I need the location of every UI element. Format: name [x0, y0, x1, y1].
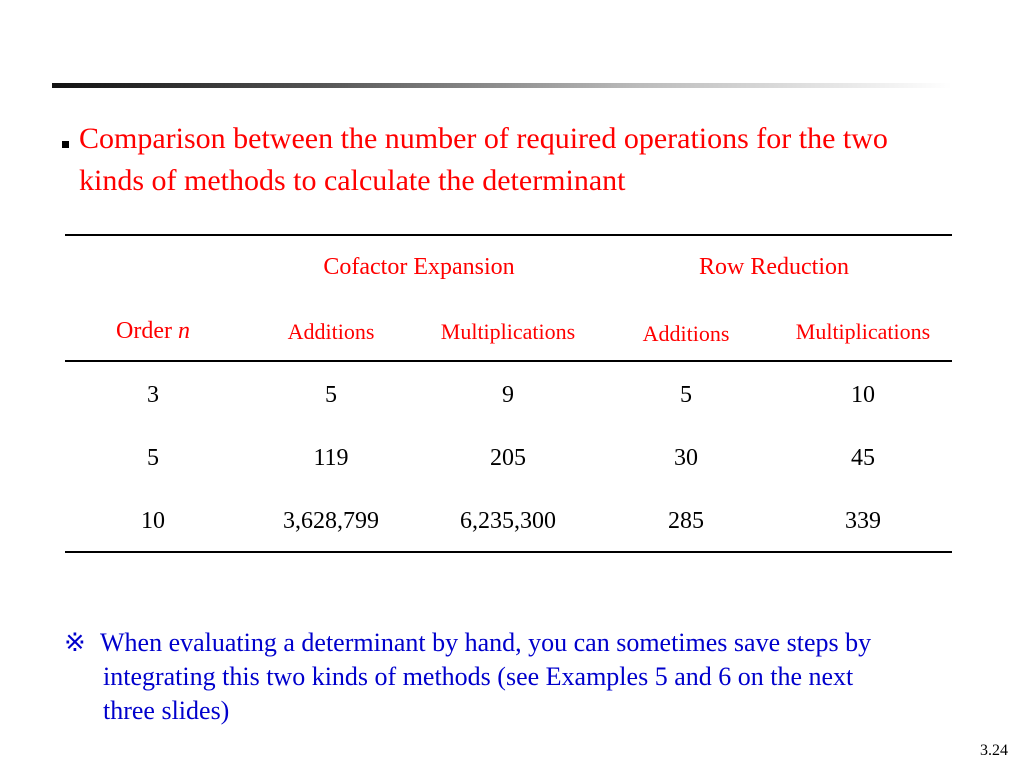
order-label: Order	[116, 318, 172, 344]
group-header-cofactor-expansion: Cofactor Expansion	[323, 254, 515, 280]
bullet-text: Comparison between the number of required operations for the two kinds of methods to calculate the determinant	[79, 122, 888, 197]
title-divider	[52, 83, 952, 88]
group-header-row-reduction: Row Reduction	[699, 254, 849, 280]
cell-cofactor-multiplications: 9	[502, 382, 514, 408]
note-line-1	[64, 626, 964, 660]
subheader-row-multiplications: Multiplications	[795, 319, 931, 344]
note-text-1: When evaluating a determinant by hand, you can sometimes save steps by	[100, 628, 872, 657]
cell-order: 5	[147, 445, 159, 471]
page-number: 3.24	[980, 742, 1008, 759]
cell-row-multiplications: 339	[845, 508, 881, 534]
cell-cofactor-additions: 3,628,799	[283, 508, 379, 534]
cell-cofactor-multiplications: 205	[490, 445, 526, 471]
square-bullet-icon	[62, 141, 69, 148]
cell-cofactor-multiplications: 6,235,300	[460, 508, 556, 534]
table-header-rule	[65, 360, 952, 362]
operations-comparison-table	[65, 234, 952, 554]
cell-row-additions: 5	[680, 382, 692, 408]
note-paragraph	[64, 626, 964, 728]
subheader-cofactor-additions: Additions	[287, 319, 375, 344]
order-column-header	[116, 318, 190, 345]
cell-row-additions: 285	[668, 508, 704, 534]
cell-row-additions: 30	[674, 445, 698, 471]
note-line-2: integrating this two kinds of methods (see Examples 5 and 6 on the next	[103, 662, 854, 691]
reference-mark-icon: ※	[64, 628, 86, 657]
cell-order: 10	[141, 508, 165, 534]
cell-row-multiplications: 10	[851, 382, 875, 408]
note-line-3: three slides)	[103, 696, 230, 725]
cell-order: 3	[147, 382, 159, 408]
subheader-row-additions: Additions	[642, 321, 730, 346]
table-bottom-rule	[65, 551, 952, 553]
order-variable: n	[177, 318, 190, 344]
cell-cofactor-additions: 5	[325, 382, 337, 408]
table-top-rule	[65, 234, 952, 236]
subheader-cofactor-multiplications: Multiplications	[440, 319, 576, 344]
cell-row-multiplications: 45	[851, 445, 875, 471]
cell-cofactor-additions: 119	[313, 445, 349, 471]
